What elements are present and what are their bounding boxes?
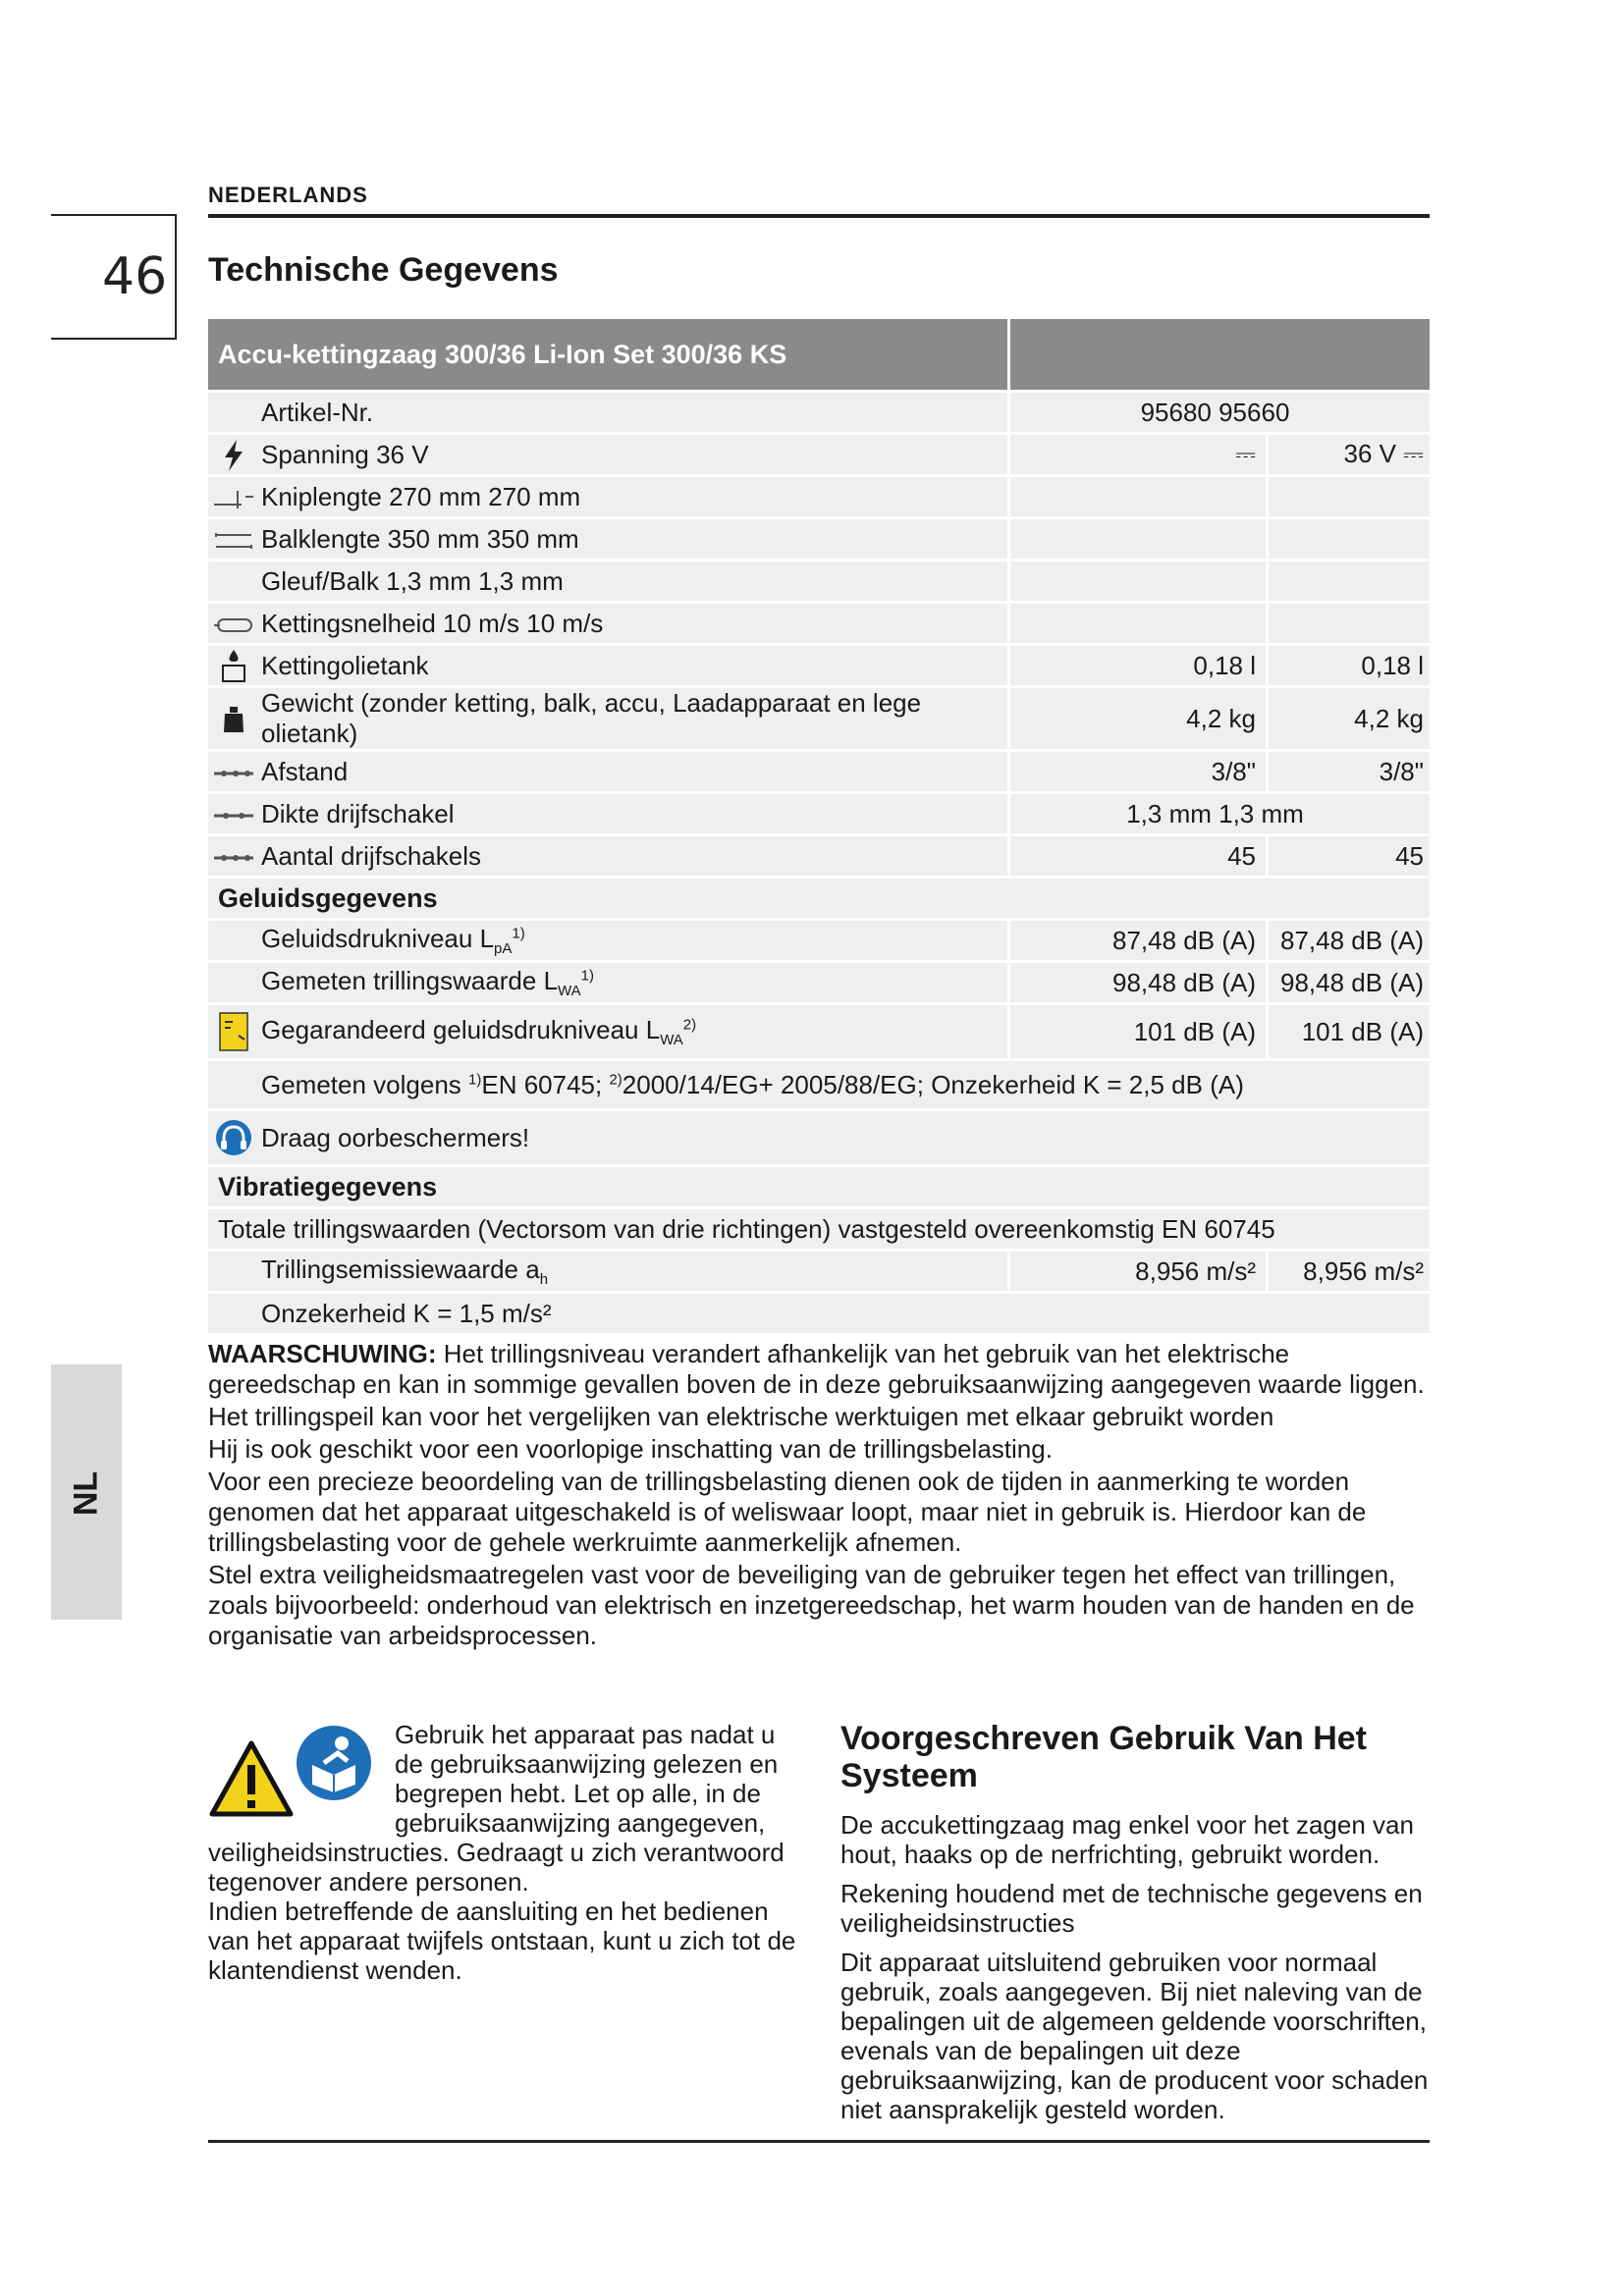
- ear-protection-icon: [208, 1111, 259, 1164]
- weight-icon: [208, 688, 259, 749]
- row-label: Gegarandeerd geluidsdrukniveau $L_{WA}^{2)}$: [259, 1005, 1007, 1058]
- noise-section-heading: Geluidsgegevens: [208, 879, 1430, 918]
- table-row: [208, 1209, 1430, 1249]
- drive-links-count-icon: [208, 836, 259, 876]
- blank-icon-cell: [208, 1252, 259, 1291]
- row-value-2: 101 dB (A): [1266, 1005, 1430, 1058]
- safety-icons: [208, 1720, 385, 1826]
- drive-link-icon: [208, 794, 259, 833]
- bottom-rule: [208, 2140, 1430, 2143]
- row-value: 95680 95660: [1007, 393, 1430, 432]
- row-value-2: 98,48 dB (A): [1266, 963, 1430, 1002]
- row-label: Kniplengte 270 mm 270 mm: [259, 477, 1007, 516]
- row-label: Afstand: [259, 752, 1007, 791]
- row-value-1: 8,956 m/s²: [1007, 1252, 1266, 1291]
- vibration-total-text: Totale trillingswaarden (Vectorsom van drie richtingen) vastgesteld overeenkomstig EN 60745: [208, 1209, 1430, 1249]
- ear-protection-text: Draag oorbeschermers!: [259, 1111, 1430, 1164]
- table-row: [208, 393, 1430, 432]
- table-row: [208, 561, 1430, 601]
- table-header-row: [208, 319, 1430, 390]
- warning-paragraph: Het trillingspeil kan voor het vergelijken van elektrische werktuigen met elkaar gebruikt worden: [208, 1402, 1274, 1431]
- table-row: [208, 1005, 1430, 1058]
- row-value-2: [1266, 519, 1430, 559]
- row-value-2: 4,2 kg: [1266, 688, 1430, 749]
- row-label: Aantal drijfschakels: [259, 836, 1007, 876]
- table-row: [208, 688, 1430, 749]
- oil-tank-icon: [208, 646, 259, 685]
- cut-length-icon: [208, 477, 259, 516]
- row-value-1: [1007, 604, 1266, 643]
- row-value-1: [1007, 477, 1266, 516]
- row-value-2: [1266, 604, 1430, 643]
- row-label: Kettingolietank: [259, 646, 1007, 685]
- row-label: Geluidsdrukniveau $L_{pA}^{1)}$: [259, 921, 1007, 960]
- row-value-2: 3/8": [1266, 752, 1430, 791]
- safety-note-column: [208, 1720, 797, 1985]
- table-row: [208, 921, 1430, 960]
- warning-lead: WAARSCHUWING:: [208, 1339, 437, 1368]
- language-header: NEDERLANDS: [208, 183, 368, 207]
- row-label: Gewicht (zonder ketting, balk, accu, Laadapparaat en lege olietank): [259, 688, 1007, 749]
- table-row: [208, 604, 1430, 643]
- table-header-blank: [1007, 319, 1430, 390]
- table-title: Accu-kettingzaag 300/36 Li-Ion Set 300/36 KS: [208, 319, 1007, 390]
- chain-speed-icon: [208, 604, 259, 643]
- row-value: 1,3 mm 1,3 mm: [1007, 794, 1430, 833]
- table-row: [208, 1061, 1430, 1108]
- table-row: [208, 794, 1430, 833]
- blank-icon-cell: [208, 921, 259, 960]
- row-value-1: 0,18 l: [1007, 646, 1266, 685]
- page-number: 46: [102, 247, 168, 306]
- noise-section-row: [208, 879, 1430, 918]
- row-label: Gemeten trillingswaarde $L_{WA}^{1)}$: [259, 963, 1007, 1002]
- row-value-1: ⎓: [1007, 435, 1266, 474]
- blank-icon-cell: [208, 1294, 259, 1333]
- row-label: Spanning 36 V: [259, 435, 1007, 474]
- row-value-2: 8,956 m/s²: [1266, 1252, 1430, 1291]
- measured-standards: Gemeten volgens $^{1)}$EN 60745; $^{2)}$2000/14/EG+ 2005/88/EG; Onzekerheid K = 2,5 dB (A): [259, 1061, 1430, 1108]
- safety-note-paragraph: Indien betreffende de aansluiting en het bedienen van het apparaat twijfels ontstaan, kunt u zich tot de klantendienst wenden.: [208, 1896, 796, 1985]
- table-row: [208, 752, 1430, 791]
- intended-use-paragraph: Rekening houdend met de technische gegevens en veiligheidsinstructies: [840, 1879, 1423, 1938]
- row-value-2: 87,48 dB (A): [1266, 921, 1430, 960]
- safety-note-paragraph: Gebruik het apparaat pas nadat u de gebruiksaanwijzing gelezen en begrepen hebt. Let op alle, in de gebruiksaanwijzing aangegeven, veiligheidsinstructies. Gedraagt u zich verantwoord tegenover andere personen.: [208, 1720, 785, 1896]
- table-row: [208, 646, 1430, 685]
- table-row: [208, 963, 1430, 1002]
- bar-length-icon: [208, 519, 259, 559]
- language-side-tab: [51, 1364, 122, 1620]
- intended-use-paragraph: De accukettingzaag mag enkel voor het zagen van hout, haaks op de nerfrichting, gebruikt worden.: [840, 1810, 1414, 1869]
- row-value-1: 45: [1007, 836, 1266, 876]
- lightning-icon: [208, 435, 259, 474]
- language-side-tab-label: NL: [67, 1470, 105, 1517]
- warning-paragraph: Voor een precieze beoordeling van de trillingsbelasting dienen ook de tijden in aanmerking te worden genomen dat het apparaat uitgeschakeld is of weliswaar loopt, maar niet in gebruik is. Hierdoor kan de trillingsbelasting voor de gehele werkruimte aanmerkelijk afnemen.: [208, 1467, 1367, 1557]
- row-value-2: 0,18 l: [1266, 646, 1430, 685]
- table-row: [208, 477, 1430, 516]
- intended-use-column: [840, 1720, 1430, 2134]
- warning-paragraph: WAARSCHUWING: Het trillingsniveau verandert afhankelijk van het gebruik van het elektrische gereedschap en kan in sommige gevallen boven de in deze gebruiksaanwijzing aangegeven waarde liggen.: [208, 1339, 1425, 1399]
- blank-icon-cell: [208, 963, 259, 1002]
- intended-use-paragraph: Dit apparaat uitsluitend gebruiken voor normaal gebruik, zoals aangegeven. Bij niet naleving van de bepalingen uit de algemeen geldende voorschriften, evenals van de bepalingen uit deze gebruiksaanwijzing, kan de producent voor schaden niet aansprakelijk gesteld worden.: [840, 1948, 1429, 2124]
- blank-icon-cell: [208, 393, 259, 432]
- sound-power-label-icon: [208, 1005, 259, 1058]
- row-value-1: 98,48 dB (A): [1007, 963, 1266, 1002]
- table-row: [208, 435, 1430, 474]
- row-label: Kettingsnelheid 10 m/s 10 m/s: [259, 604, 1007, 643]
- section-title: Technische Gegevens: [208, 251, 559, 289]
- warning-paragraph: Stel extra veiligheidsmaatregelen vast voor de beveiliging van de gebruiker tegen het effect van trillingen, zoals bijvoorbeeld: onderhoud van elektrisch en inzetgereedschap, het warm houden van de handen en de organisatie van arbeidsprocessen.: [208, 1560, 1415, 1650]
- row-value-1: 101 dB (A): [1007, 1005, 1266, 1058]
- row-value-1: 3/8": [1007, 752, 1266, 791]
- vibration-section-heading: Vibratiegegevens: [208, 1167, 1430, 1206]
- row-value-1: [1007, 519, 1266, 559]
- table-row: [208, 1111, 1430, 1164]
- row-value-2: [1266, 561, 1430, 601]
- chain-pitch-icon: [208, 752, 259, 791]
- row-label: Artikel-Nr.: [259, 393, 1007, 432]
- row-value-2: 45: [1266, 836, 1430, 876]
- row-value-2: [1266, 477, 1430, 516]
- row-label: Dikte drijfschakel: [259, 794, 1007, 833]
- spec-table: [208, 316, 1430, 1336]
- row-value-2: 36 V ⎓: [1266, 435, 1430, 474]
- row-value-1: 87,48 dB (A): [1007, 921, 1266, 960]
- table-row: [208, 519, 1430, 559]
- top-rule: [208, 214, 1430, 218]
- vibration-warning: [208, 1339, 1426, 1653]
- blank-icon-cell: [208, 561, 259, 601]
- warning-triangle-icon: [208, 1739, 295, 1818]
- intended-use-title: Voorgeschreven Gebruik Van Het Systeem: [840, 1720, 1367, 1794]
- vibration-section-row: [208, 1167, 1430, 1206]
- row-value-1: [1007, 561, 1266, 601]
- table-row: [208, 1294, 1430, 1333]
- row-value-1: 4,2 kg: [1007, 688, 1266, 749]
- vibration-uncertainty: Onzekerheid K = 1,5 m/s²: [259, 1294, 1430, 1333]
- table-row: [208, 836, 1430, 876]
- warning-paragraph: Hij is ook geschikt voor een voorlopige inschatting van de trillingsbelasting.: [208, 1434, 1053, 1464]
- row-label: Gleuf/Balk 1,3 mm 1,3 mm: [259, 561, 1007, 601]
- table-row: [208, 1252, 1430, 1291]
- blank-icon-cell: [208, 1061, 259, 1108]
- read-manual-icon: [295, 1724, 373, 1802]
- row-label: Balklengte 350 mm 350 mm: [259, 519, 1007, 559]
- row-label: Trillingsemissiewaarde $a_h$: [259, 1252, 1007, 1291]
